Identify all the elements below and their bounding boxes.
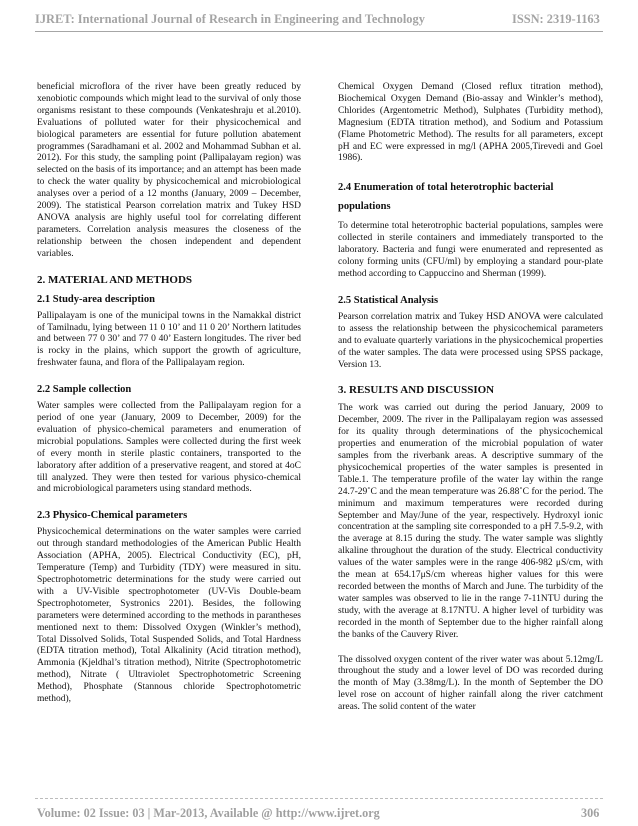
left-column: [37, 82, 301, 719]
sample-paragraph: Water samples were collected from the Pallipalayam region for a period of one year (January, 2009 to December, 2009) for the evaluation of physico-chemical parameters and enumeration of microbial populations. Samples were collected during the first week of every month in sterile plastic containers, transported to the laboratory after addition of a preservative reagent, and stored at 4oC till analyzed. They were then tested for various physico-chemical and microbiological parameters using standard methods.: [37, 401, 301, 495]
footer-volume: Volume: 02 Issue: 03 | Mar-2013, Available @ http://www.ijret.org: [37, 806, 380, 820]
results-paragraph: The work was carried out during the period January, 2009 to December, 2009. The river in the Pallipalayam region was assessed for its quality through determinations of the physicochemical properties and enumeration of the microbial population of water samples from the riverbank areas. A descriptive summary of the physicochemical properties of the water samples is presented in Table.1. The temperature profile of the water lay within the range 24.7-29˚C and the mean temperature was 26.88˚C for the period. The minimum and maximum temperatures were recorded during September and May/June of the year, respectively. Hydroxyl ionic concentration at the sampling site corresponded to a pH 7.5-9.2, with the average at 8.15 during the study. The water sample was slightly alkaline throughout the duration of the study. Electrical conductivity values of the water samples were in the range 406-982 μS/cm, with the mean at 654.17μS/cm whereas higher values for this were recorded between the months of March and June. The turbidity of the water samples was observed to lie in the range 7-11NTU during the study, with the average at 8.17NTU. A higher level of turbidity was recorded in the month of September due to the higher rainfall along the banks of the Cauvery River.: [338, 403, 603, 640]
physico-paragraph: Physicochemical determinations on the water samples were carried out through standard methodologies of the American Public Health Association (APHA, 2005). Electrical Conductivity (EC), pH, Temperature (Temp) and Turbidity (TDY) were measured in situ. Spectrophotometric determinations for the study were carried out with a UV-Visible spectrophotometer (UV-Vis Double-beam Spectrophotometer, Systronics 2201). Besides, the following parameters were determined according to the methods in parantheses mentioned next to them: Dissolved Oxygen (Winkler’s method), Total Dissolved Solids, Total Suspended Solids, and Total Hardness (EDTA titration method), Total Alkalinity (Acid titration method), Ammonia (Kjeldhal’s titration method), Nitrite (Spectrophotometric method), Nitrate ( Ultraviolet Spectrophotometric Screening Method), Phosphate (Stannous chloride Spectrophotometric method),: [37, 527, 301, 705]
page-header: [0, 0, 638, 40]
dissolved-oxygen-paragraph: The dissolved oxygen content of the river water was about 5.12mg/L throughout the study and a lower level of DO was recorded during the month of May (3.38mg/L). In the month of September the DO level rose on account of higher rainfall along the river catchment areas. The solid content of the water: [338, 654, 603, 713]
section-heading-methods: 2. MATERIAL AND METHODS: [37, 273, 193, 286]
subsection-heading-study-area: 2.1 Study-area description: [37, 293, 155, 305]
footer-rule: [35, 798, 603, 799]
study-area-paragraph: Pallipalayam is one of the municipal towns in the Namakkal district of Tamilnadu, lying between 11 0 10’ and 11 0 20’ Northern latitudes and between 77 0 30’ and 77 0 40’ Eastern longitudes. The river bed is rocky in the plains, which support the growth of agriculture, freshwater fauna, and flora of the Pallipalayam region.: [37, 310, 301, 369]
section-heading-results: 3. RESULTS AND DISCUSSION: [338, 384, 495, 397]
right-column: [338, 82, 603, 727]
subsection-heading-enumeration: 2.4 Enumeration of total heterotrophic bacterial populations: [338, 182, 554, 213]
methods-continued-paragraph: Chemical Oxygen Demand (Closed reflux titration method), Biochemical Oxygen Demand (Bio-assay and Winkler’s method), Chlorides (Argentometric Method), Sulphates (Turbidity method), Magnesium (EDTA titration method), and Sodium and Potassium (Flame Photometric Method). The results for all parameters, except pH and EC were expressed in mg/l (APHA 2005,Tirevedi and Goel 1986).: [338, 82, 603, 164]
subsection-heading-physico: 2.3 Physico-Chemical parameters: [37, 510, 188, 522]
intro-paragraph: beneficial microflora of the river have been greatly reduced by xenobiotic compounds which might lead to the survival of only those organisms resistant to these compounds (Venkateshraju et al.2010). Evaluations of polluted water for their physicochemical and biological parameters are essential for future pollution abatement programmes (Saradhamani et al. 2002 and Mohammad Subhan et al. 2012). For this study, the sampling point (Pallipalayam region) was selected on the basis of its importance; and an attempt has been made to check the water quality by physicochemical and microbiological analyses over a period of a 12 months (January, 2009 – December, 2009). The statistical Pearson correlation matrix and Tukey HSD ANOVA analysis are highly useful tool for correlating different parameters. Correlation analysis measures the closeness of the relationship between the chosen independent and dependent variables.: [37, 82, 301, 259]
page-footer: [0, 788, 638, 826]
journal-title: IJRET: International Journal of Research in Engineering and Technology: [35, 12, 425, 26]
enumeration-paragraph: To determine total heterotrophic bacterial populations, samples were collected in sterile containers and immediately transported to the laboratory. Bacteria and fungi were enumerated and represented as colony forming units (CFU/ml) by employing a standard pour-plate method according to Cappuccino and Sherman (1999).: [338, 221, 603, 279]
subsection-heading-statistics: 2.5 Statistical Analysis: [338, 294, 439, 306]
subsection-heading-sample: 2.2 Sample collection: [37, 384, 132, 396]
page-number: 306: [581, 806, 600, 820]
header-rule: [35, 31, 603, 32]
statistics-paragraph: Pearson correlation matrix and Tukey HSD ANOVA were calculated to assess the relationship between the physicochemical parameters and to evaluate quarterly variations in the physicochemical properties of the water samples. The data were processed using SPSS package, Version 13.: [338, 311, 603, 370]
issn: ISSN: 2319-1163: [512, 12, 600, 26]
